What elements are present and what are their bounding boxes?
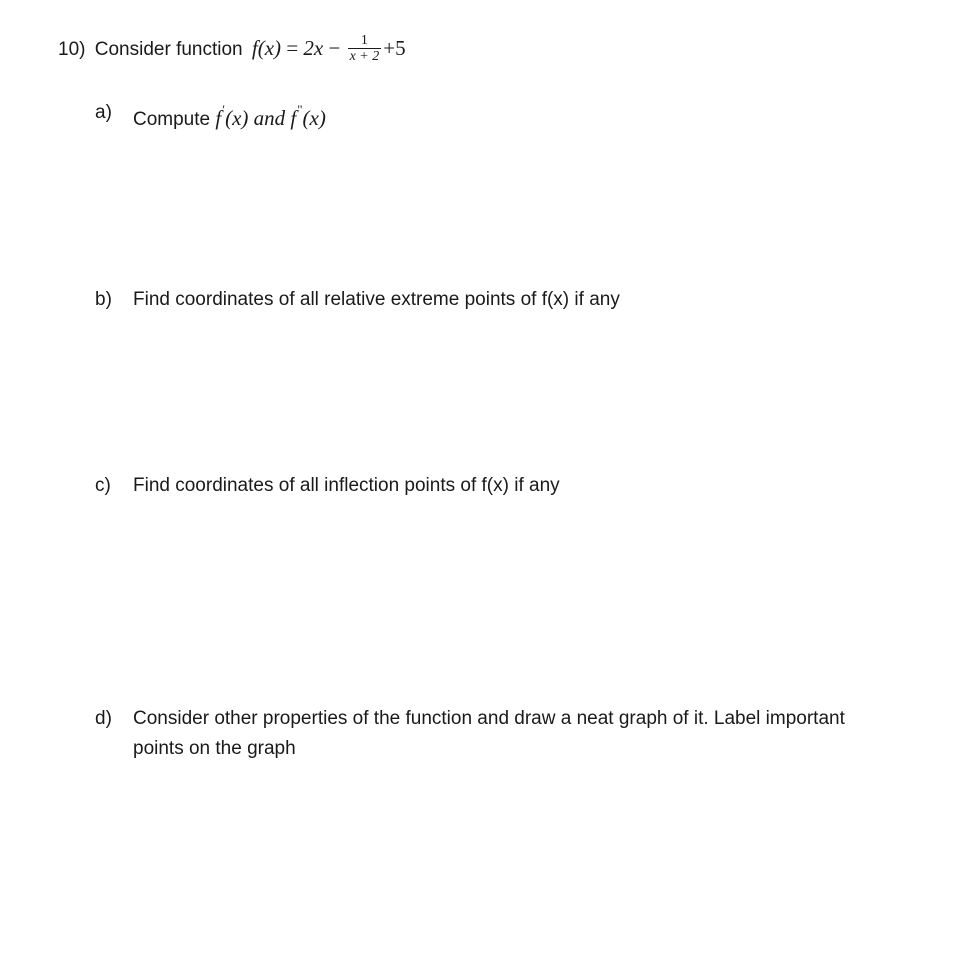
part-a-f1-prime: ′ bbox=[222, 102, 226, 117]
function-term1: 2x bbox=[303, 36, 324, 60]
part-a-math bbox=[215, 102, 326, 130]
part-a-text: Compute bbox=[133, 109, 211, 130]
question-header bbox=[58, 33, 406, 65]
part-d-label: d) bbox=[95, 708, 112, 729]
function-minus: − bbox=[323, 36, 346, 60]
fraction-numerator: 1 bbox=[348, 33, 382, 49]
part-c-label: c) bbox=[95, 475, 111, 496]
function-tail: +5 bbox=[383, 36, 406, 60]
function-formula bbox=[252, 36, 346, 60]
part-a-text-row bbox=[133, 98, 326, 135]
part-b-label: b) bbox=[95, 289, 112, 310]
function-lhs: f(x) bbox=[251, 36, 282, 60]
part-b bbox=[95, 285, 895, 315]
part-a-f1: f bbox=[215, 106, 222, 130]
part-c-text: Find coordinates of all inflection points of f(x) if any bbox=[133, 475, 560, 496]
question-number: 10) bbox=[58, 39, 86, 60]
part-a-f2: f bbox=[290, 106, 297, 130]
part-d-text-line2: points on the graph bbox=[133, 738, 296, 759]
fraction-denominator: x + 2 bbox=[349, 49, 380, 65]
function-equals: = bbox=[281, 36, 304, 60]
part-d-text-line1: Consider other properties of the function and draw a neat graph of it. Label important bbox=[133, 708, 845, 729]
question-intro: Consider function bbox=[94, 39, 243, 60]
part-a bbox=[95, 98, 695, 128]
part-d bbox=[95, 704, 965, 764]
part-a-connector: and bbox=[253, 106, 286, 130]
part-a-f1-arg: (x) bbox=[225, 106, 249, 130]
part-a-f2-prime: " bbox=[297, 102, 303, 117]
part-a-f2-arg: (x) bbox=[302, 106, 326, 130]
part-c bbox=[95, 471, 895, 501]
part-b-text: Find coordinates of all relative extreme points of f(x) if any bbox=[133, 289, 620, 310]
function-fraction bbox=[348, 33, 382, 64]
part-a-label: a) bbox=[95, 102, 112, 123]
